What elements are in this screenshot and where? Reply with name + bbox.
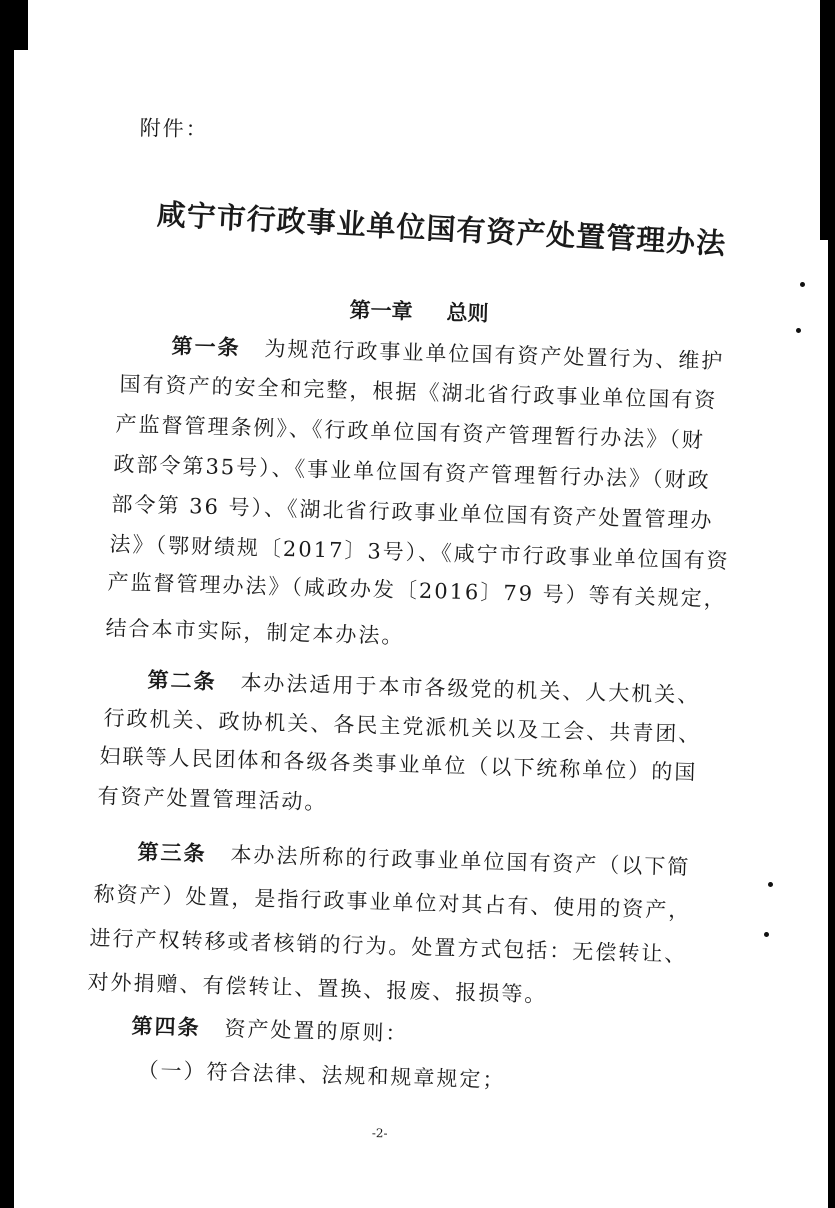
article-3-line-2: 称资产）处置，是指行政事业单位对其占有、使用的资产， [93, 881, 692, 923]
article-1-line-2: 国有资产的安全和完整，根据《湖北省行政事业单位国有资 [119, 371, 718, 413]
attachment-label: 附件： [139, 115, 209, 142]
scan-speck [764, 932, 769, 937]
page-number: -2- [371, 1126, 388, 1141]
article-1-line-5: 部令第 36 号）、《湖北省行政事业单位国有资产处置管理办 [111, 491, 714, 533]
article-1-line-6: 法》（鄂财绩规〔2017〕3号）、《咸宁市行政事业单位国有资 [109, 531, 730, 574]
article-3-line-1: 第三条 本办法所称的行政事业单位国有资产（以下简 [137, 838, 691, 880]
article-1-line-4: 政部令第35号）、《事业单位国有资产管理暂行办法》（财政 [113, 451, 711, 493]
article-1-line-7: 产监督管理办法》（咸政办发〔2016〕79 号）等有关规定， [107, 569, 727, 612]
chapter-number: 第一章 [349, 296, 413, 324]
scan-border-left [0, 0, 14, 1208]
article-label: 第四条 [131, 1012, 201, 1040]
article-2-line-1: 第二条 本办法适用于本市各级党的机关、人大机关、 [147, 666, 701, 708]
article-3-line-4: 对外捐赠、有偿转让、置换、报废、报损等。 [87, 969, 548, 1007]
scan-border-right-top [820, 0, 835, 240]
scan-speck [800, 282, 805, 287]
article-2-line-4: 有资产处置管理活动。 [97, 783, 328, 815]
document-title: 咸宁市行政事业单位国有资产处置管理办法 [155, 196, 727, 261]
scan-speck [768, 882, 773, 887]
article-1-line-1: 第一条 为规范行政事业单位国有资产处置行为、维护 [171, 332, 725, 374]
article-label: 第三条 [137, 838, 207, 866]
article-4-line-2: （一）符合法律、法规和规章规定； [137, 1057, 506, 1093]
article-3-line-3: 进行产权转移或者核销的行为。处置方式包括：无偿转让、 [89, 925, 688, 967]
article-2-line-3: 妇联等人民团体和各级各类事业单位（以下统称单位）的国 [99, 743, 698, 785]
chapter-name: 总则 [446, 299, 489, 326]
scan-speck [796, 328, 801, 333]
article-label: 第二条 [147, 666, 217, 694]
article-2-line-2: 行政机关、政协机关、各民主党派机关以及工会、共青团、 [103, 705, 702, 747]
article-label: 第一条 [171, 332, 241, 360]
article-4-line-1: 第四条 资产处置的原则： [131, 1012, 409, 1046]
article-1-line-8: 结合本市实际，制定本办法。 [105, 615, 405, 649]
article-1-line-3: 产监督管理条例》、《行政单位国有资产管理暂行办法》（财 [115, 411, 706, 453]
chapter-heading [349, 294, 489, 328]
scan-border-left-top [0, 0, 28, 50]
